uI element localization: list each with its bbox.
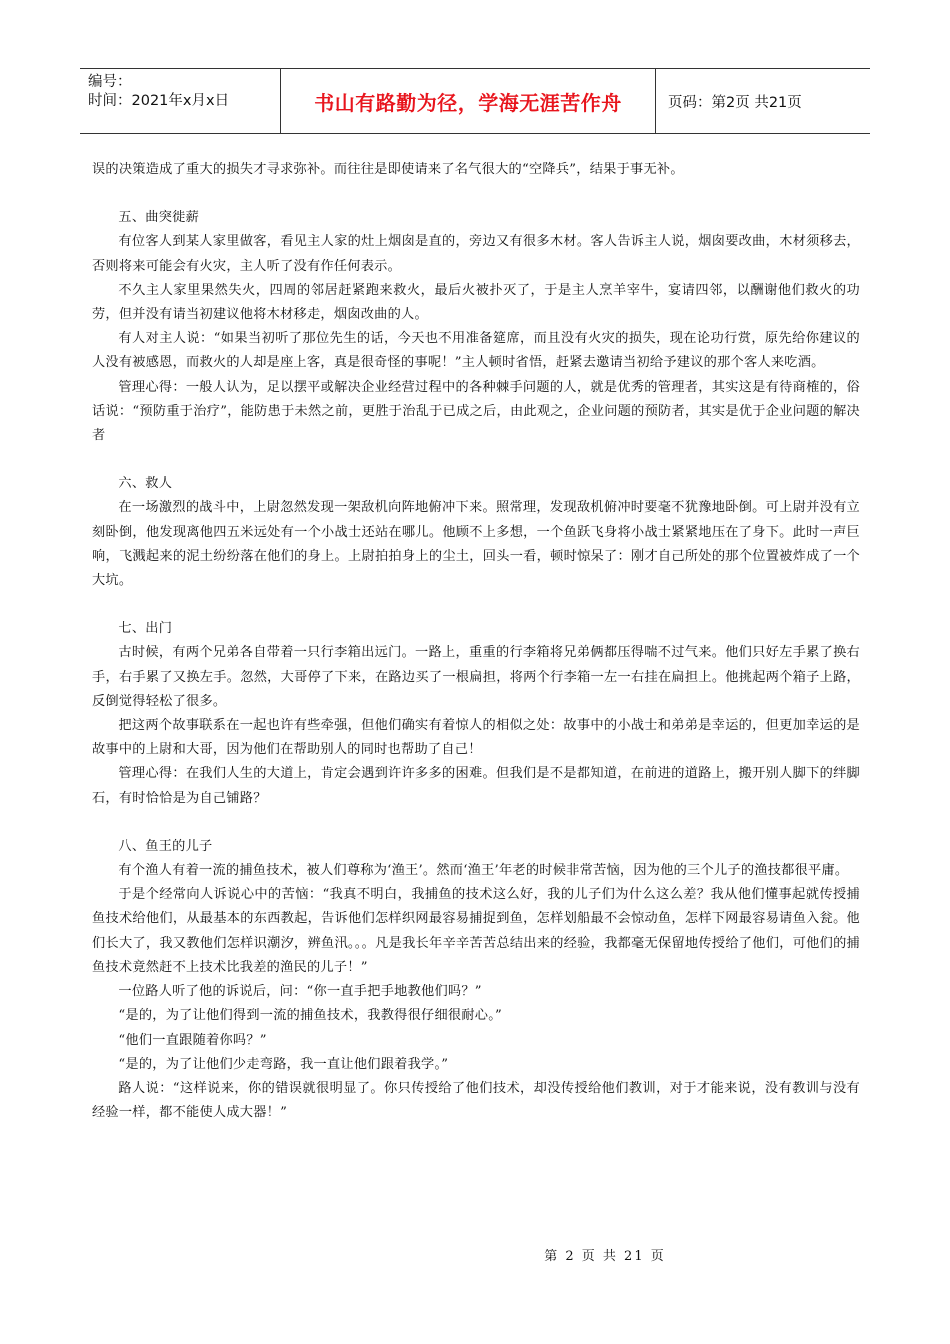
paragraph: “是的，为了让他们得到一流的捕鱼技术，我教得很仔细很耐心。” (118, 1008, 503, 1024)
page-header (80, 68, 870, 134)
paragraph: 在一场激烈的战斗中，上尉忽然发现一架敌机向阵地俯冲下来。照常理，发现敌机俯冲时要毫不犹豫地卧倒。可上尉并没有立刻卧倒，他发现离他四五米远处有一个小战士还站在哪儿。他顾不上多想，一个鱼跃飞身将小战士紧紧地压在了身下。此时一声巨响，飞溅起来的泥土纷纷落在他们的身上。上尉拍拍身上的尘土，回头一看，顿时惊呆了：刚才自己所处的那个位置被炸成了一个大坑。 (92, 500, 860, 589)
section-title: 六、救人 (118, 476, 173, 492)
section-title: 五、曲突徙薪 (118, 210, 200, 226)
paragraph: 管理心得：一般人认为，足以摆平或解决企业经营过程中的各种棘手问题的人，就是优秀的管理者，其实这是有待商榷的，俗话说：“预防重于治疗”，能防患于未然之前，更胜于治乱于已成之后，由此观之，企业问题的预防者，其实是优于企业问题的解决者 (92, 379, 860, 444)
paragraph: “他们一直跟随着你吗？” (118, 1032, 267, 1048)
paragraph: 古时候，有两个兄弟各自带着一只行李箱出远门。一路上，重重的行李箱将兄弟俩都压得喘不过气来。他们只好左手累了换右手，右手累了又换左手。忽然，大哥停了下来，在路边买了一根扁担，将两个行李箱一左一右挂在扁担上。他挑起两个箱子上路，反倒觉得轻松了很多。 (92, 645, 860, 709)
paragraph: 于是个经常向人诉说心中的苦恼：“我真不明白，我捕鱼的技术这么好，我的儿子们为什么这么差？我从他们懂事起就传授捕鱼技术给他们，从最基本的东西教起，告诉他们怎样织网最容易捕捉到鱼，怎样划船最不会惊动鱼，怎样下网最容易请鱼入瓮。他们长大了，我又教他们怎样识潮汐，辨鱼汛。。。凡是我长年辛辛苦苦总结出来的经验，我都毫无保留地传授给了他们，可他们的捕鱼技术竟然赶不上技术比我差的渔民的儿子！” (92, 887, 860, 975)
paragraph: 有位客人到某人家里做客，看见主人家的灶上烟囱是直的，旁边又有很多木材。客人告诉主人说，烟囱要改曲，木材须移去，否则将来可能会有火灾，主人听了没有作任何表示。 (92, 234, 860, 274)
header-motto: 书山有路勤为径，学海无涯苦作舟 (314, 90, 622, 115)
document-number-label: 编号： (88, 74, 132, 90)
paragraph: 有个渔人有着一流的捕鱼技术，被人们尊称为‘渔王’。然而‘渔王’年老的时候非常苦恼，因为他的三个儿子的渔技都很平庸。 (118, 863, 849, 879)
paragraph: “是的，为了让他们少走弯路，我一直让他们跟着我学。” (118, 1056, 449, 1072)
paragraph: 不久主人家里果然失火，四周的邻居赶紧跑来救火，最后火被扑灭了，于是主人烹羊宰牛，宴请四邻，以酬谢他们救火的功劳，但并没有请当初建议他将木材移走，烟囱改曲的人。 (92, 282, 860, 323)
page-footer: 第 2 页 共 21 页 (544, 1249, 666, 1264)
document-time-label: 时间：2021年x月x日 (88, 93, 230, 109)
header-page-info-cell (656, 69, 870, 133)
header-page-info: 页码：第2页 共21页 (668, 94, 802, 111)
paragraph: 把这两个故事联系在一起也许有些牵强，但他们确实有着惊人的相似之处：故事中的小战士和弟弟是幸运的，但更加幸运的是故事中的上尉和大哥，因为他们在帮助别人的同时也帮助了自己！ (92, 718, 860, 758)
paragraph: 有人对主人说：“如果当初听了那位先生的话，今天也不用准备筵席，而且没有火灾的损失，现在论功行赏，原先给你建议的人没有被感恩，而救火的人却是座上客，真是很奇怪的事呢！”主人顿时省悟，赶紧去邀请当初给予建议的那个客人来吃酒。 (92, 331, 860, 371)
intro-paragraph: 误的决策造成了重大的损失才寻求弥补。而往往是即使请来了名气很大的“空降兵”，结果于事无补。 (92, 162, 684, 177)
section-title: 八、鱼王的儿子 (118, 838, 213, 854)
section-title: 七、出门 (118, 621, 173, 637)
document-body (92, 158, 860, 1125)
paragraph: 路人说：“这样说来，你的错误就很明显了。你只传授给了他们技术，却没传授给他们教训，对于才能来说，没有教训与没有经验一样，都不能使人成大器！” (92, 1080, 860, 1121)
paragraph: 管理心得：在我们人生的大道上，肯定会遇到许许多多的困难。但我们是不是都知道，在前进的道路上，搬开别人脚下的绊脚石，有时恰恰是为自己铺路？ (92, 766, 860, 806)
header-motto-cell (280, 69, 656, 133)
header-meta (80, 69, 280, 133)
paragraph: 一位路人听了他的诉说后，问：“你一直手把手地教他们吗？” (118, 984, 482, 1000)
